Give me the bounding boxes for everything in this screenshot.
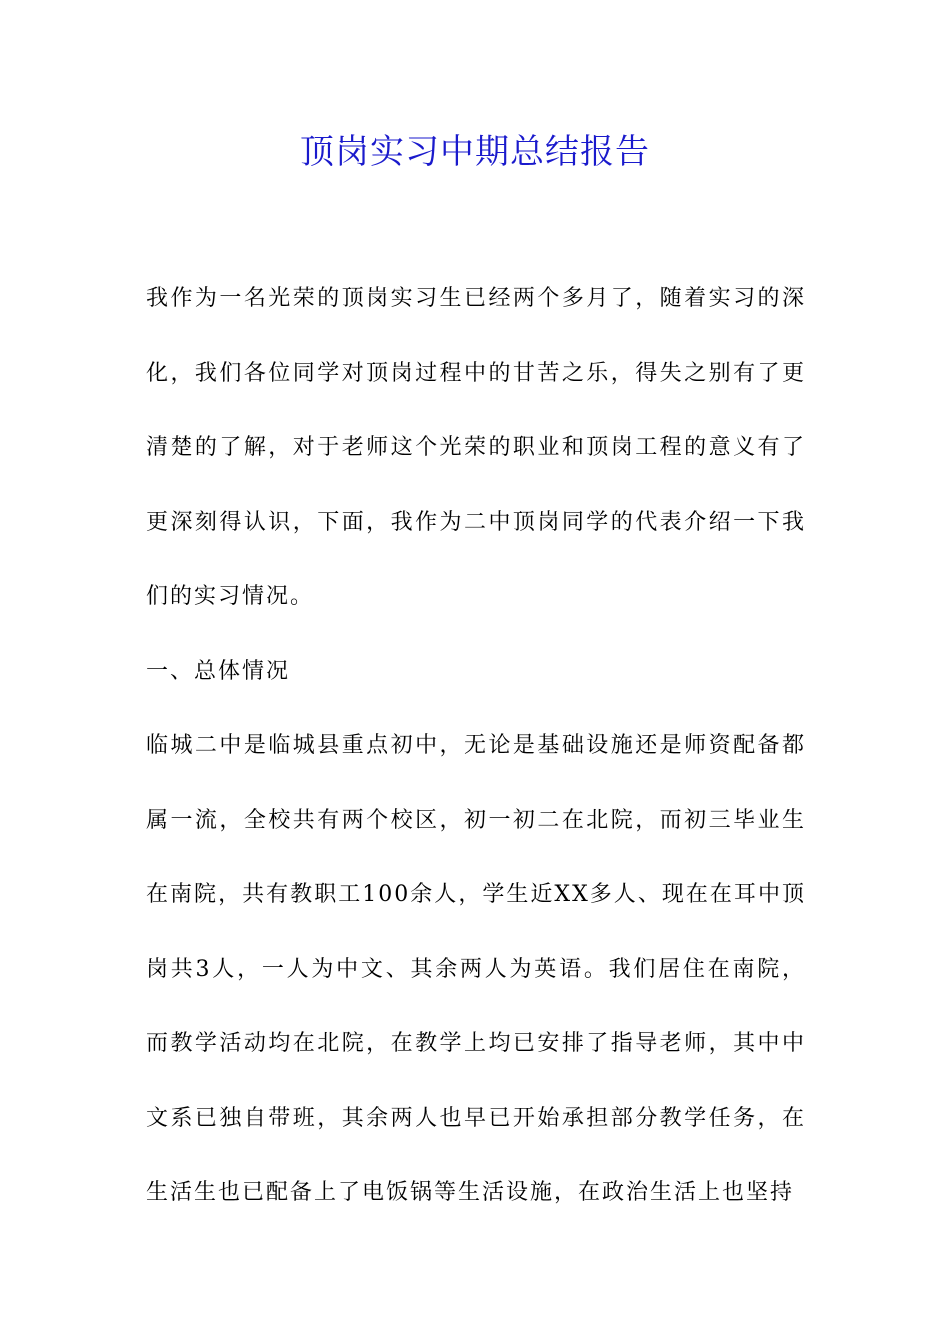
intro-paragraph: 我作为一名光荣的顶岗实习生已经两个多月了，随着实习的深化，我们各位同学对顶岗过程中的甘苦之乐，得失之别有了更清楚的了解，对于老师这个光荣的职业和顶岗工程的意义有了更深刻得认识，下面，我作为二中顶岗同学的代表介绍一下我们的实习情况。 xyxy=(146,286,806,609)
document-body xyxy=(146,262,806,1231)
document-title: 顶岗实习中期总结报告 xyxy=(300,132,650,172)
section-paragraph: 临城二中是临城县重点初中，无论是基础设施还是师资配备都属一流，全校共有两个校区，初一初二在北院，而初三毕业生在南院，共有教职工100余人，学生近XX多人、现在在耳中顶岗共3人，一人为中文、其余两人为英语。我们居住在南院，而教学活动均在北院，在教学上均已安排了指导老师，其中中文系已独自带班，其余两人也早已开始承担部分教学任务，在生活生也已配备上了电饭锅等生活设施，在政治生活上也坚持 xyxy=(146,733,806,1205)
section-heading: 一、总体情况 xyxy=(146,658,291,684)
